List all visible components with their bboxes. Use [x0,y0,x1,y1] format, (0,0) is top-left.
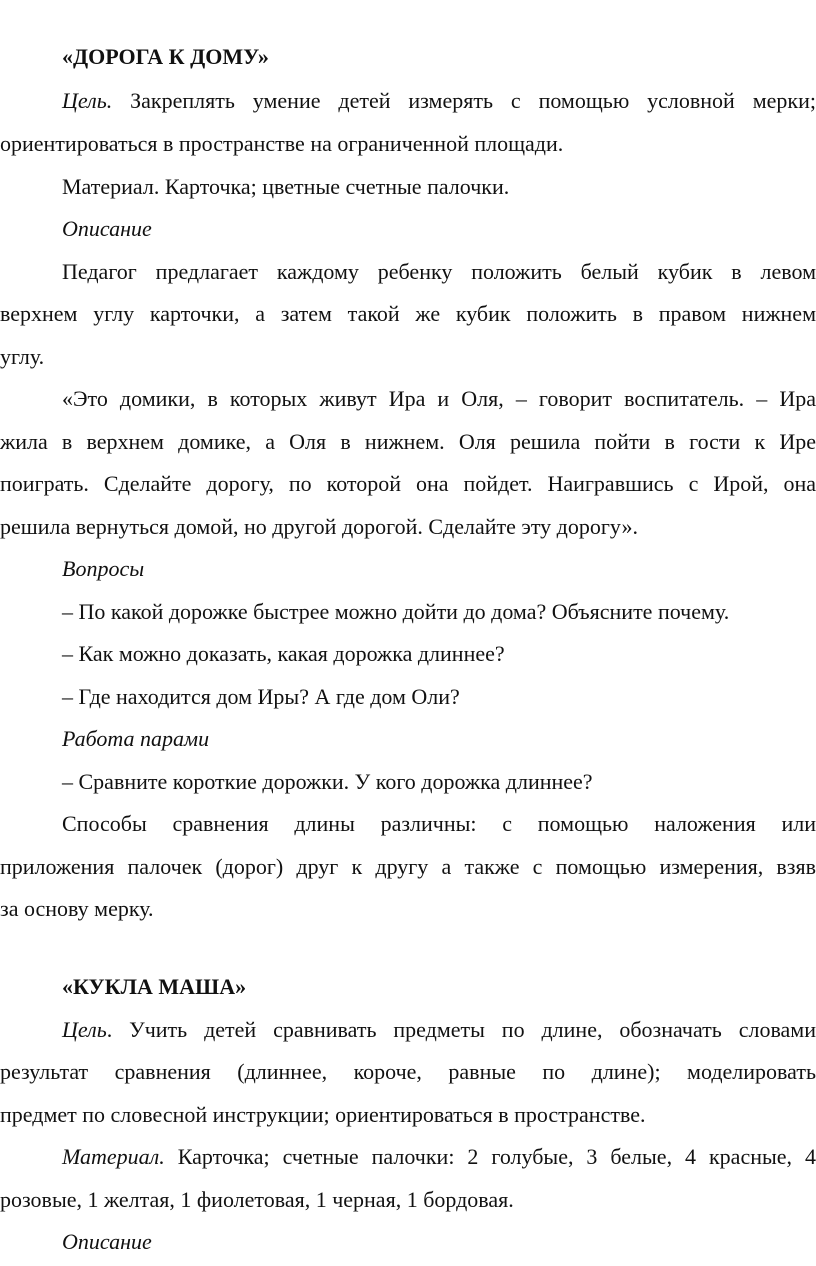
goal-label: Цель [62,1017,107,1042]
question-item: – Где находится дом Иры? А где дом Оли? [62,684,460,709]
paragraph-line: «Это домики, в которых живут Ира и Оля, – говорит воспитатель. – Ира [62,386,816,411]
paragraph-line: верхнем углу карточки, а затем такой же кубик положить в правом нижнем [0,301,816,326]
paragraph-line: жила в верхнем домике, а Оля в нижнем. Оля решила пойти в гости к Ире [0,429,816,454]
paragraph-line: решила вернуться домой, но другой дорогой. Сделайте эту дорогу». [0,514,638,539]
section-title: «КУКЛА МАША» [62,974,247,999]
pair-work-item: – Сравните короткие дорожки. У кого дорожка длиннее? [62,769,593,794]
goal-paragraph-line: предмет по словесной инструкции; ориентироваться в пространстве. [0,1102,646,1127]
goal-text: Закреплять умение детей измерять с помощью условной мерки; [112,88,816,113]
paragraph-line: Способы сравнения длины различны: с помощью наложения или [62,811,816,836]
description-heading: Описание [62,1229,152,1254]
paragraph-line: поиграть. Сделайте дорогу, по которой она пойдет. Наигравшись с Ирой, она [0,471,816,496]
paragraph-line: Педагог предлагает каждому ребенку положить белый кубик в левом [62,259,816,284]
paragraph-line: за основу мерку. [0,896,154,921]
questions-heading: Вопросы [62,556,145,581]
question-item: – Как можно доказать, какая дорожка длиннее? [62,641,505,666]
goal-text: . Учить детей сравнивать предметы по длине, обозначать словами [106,1017,816,1042]
section-title: «ДОРОГА К ДОМУ» [62,44,269,69]
goal-paragraph-line: результат сравнения (длиннее, короче, равные по длине); моделировать [0,1059,816,1084]
paragraph-line: приложения палочек (дорог) друг к другу а также с помощью измерения, взяв [0,854,816,879]
material-text: Карточка; счетные палочки: 2 голубые, 3 белые, 4 красные, 4 [164,1144,816,1169]
goal-paragraph-line [62,1017,816,1043]
question-item: – По какой дорожке быстрее можно дойти до дома? Объясните почему. [62,599,730,624]
description-heading: Описание [62,216,152,241]
pair-work-heading: Работа парами [62,726,210,751]
goal-paragraph-line [62,88,816,114]
material-paragraph-line: розовые, 1 желтая, 1 фиолетовая, 1 черная, 1 бордовая. [0,1187,514,1212]
goal-label: Цель. [62,88,113,113]
goal-paragraph-line: ориентироваться в пространстве на ограниченной площади. [0,131,564,156]
material-label: Материал. [62,1144,165,1169]
material-paragraph: Материал. Карточка; цветные счетные палочки. [62,174,510,199]
material-paragraph-line [62,1144,816,1170]
paragraph-line: углу. [0,344,45,369]
